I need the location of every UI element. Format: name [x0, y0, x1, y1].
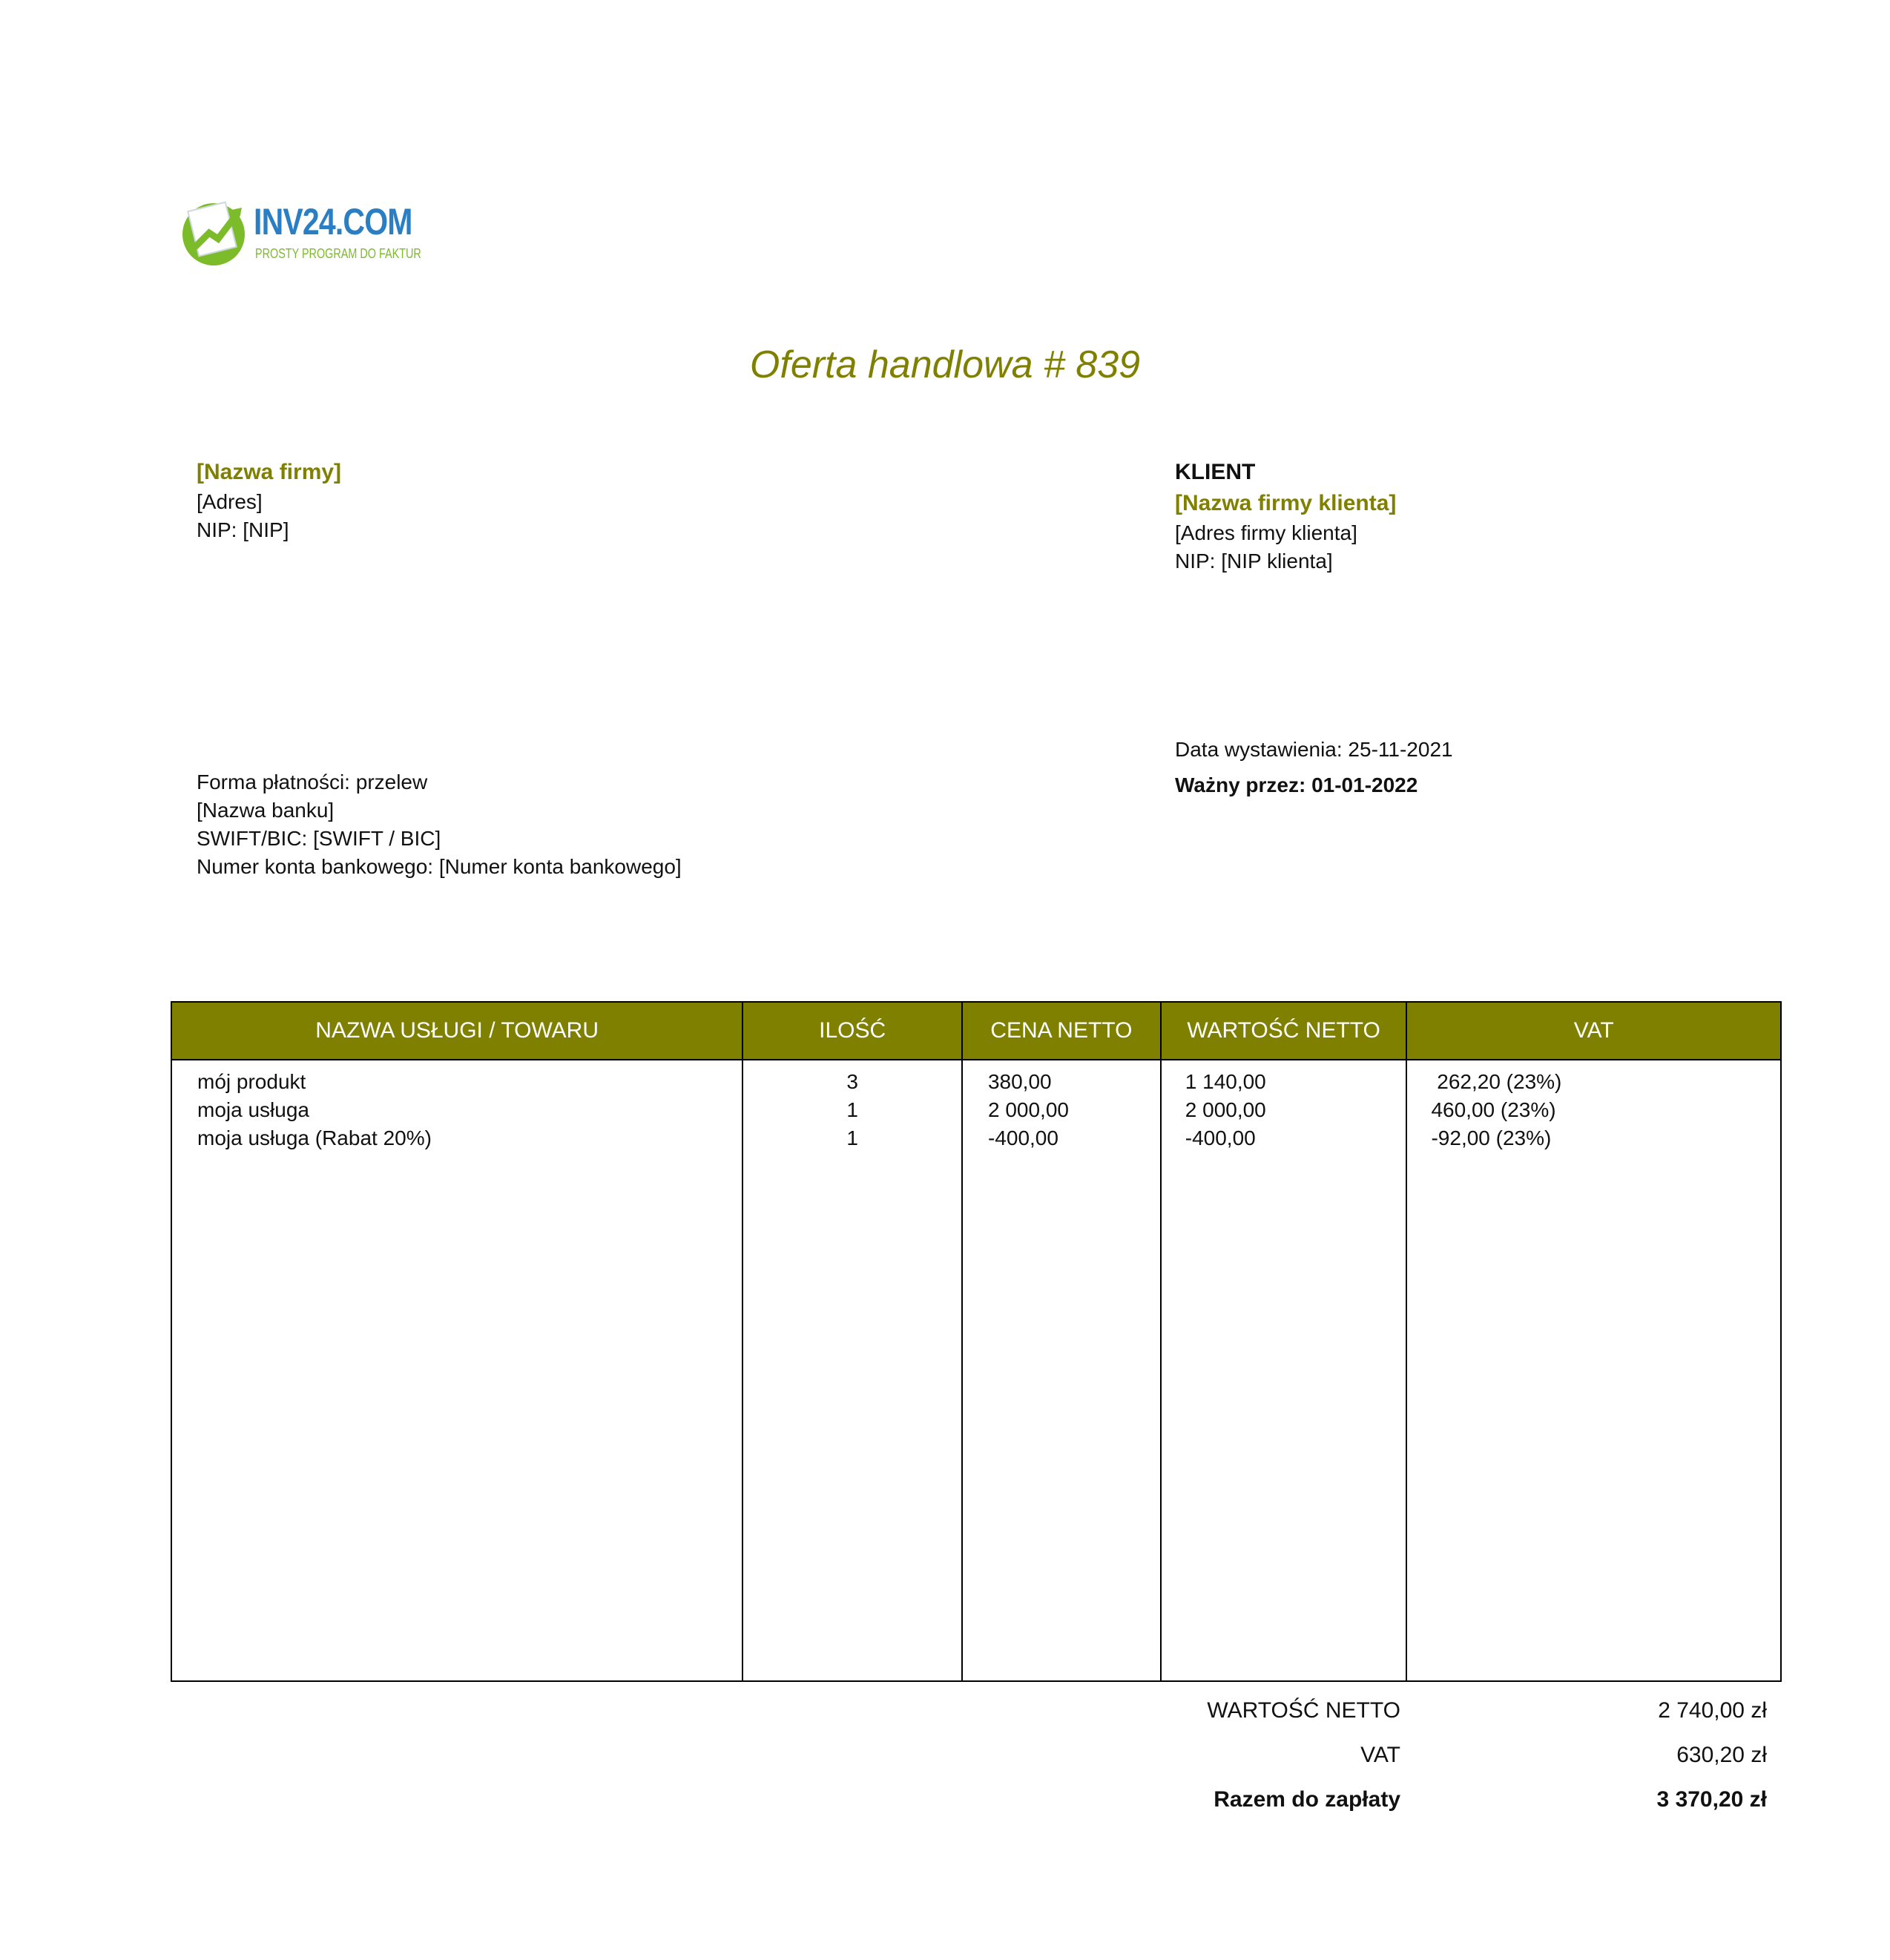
table-cell-vat: 262,20 (23%)	[1431, 1070, 1562, 1093]
header-unit-price: CENA NETTO	[962, 1002, 1161, 1060]
payment-block	[197, 768, 682, 881]
table-cell-quantity: 1	[846, 1098, 858, 1121]
total-vat-value: 630,20 zł	[1676, 1743, 1767, 1767]
seller-name: [Nazwa firmy]	[197, 460, 342, 484]
table-cell-unit-price: -400,00	[987, 1126, 1058, 1149]
table-cell-quantity: 1	[846, 1126, 858, 1149]
grand-total-value: 3 370,20 zł	[1656, 1787, 1767, 1812]
table-cell-name: mój produkt	[197, 1070, 306, 1093]
header-quantity: ILOŚĆ	[742, 1002, 962, 1060]
seller-block	[197, 457, 341, 544]
table-cell-name: moja usługa	[197, 1098, 309, 1121]
client-address: [Adres firmy klienta]	[1175, 521, 1357, 544]
bank-name: [Nazwa banku]	[197, 799, 335, 822]
net-value-column	[1161, 1060, 1407, 1681]
client-name: [Nazwa firmy klienta]	[1175, 491, 1397, 515]
table-cell-vat: 460,00 (23%)	[1431, 1098, 1556, 1121]
dates-block	[1175, 732, 1453, 803]
quantity-column	[742, 1060, 962, 1681]
total-net-value: 2 740,00 zł	[1658, 1698, 1767, 1723]
header-net-value: WARTOŚĆ NETTO	[1161, 1002, 1407, 1060]
bank-account: Numer konta bankowego: [Numer konta bankowego]	[197, 855, 682, 878]
seller-nip: NIP: [NIP]	[197, 518, 289, 541]
total-vat-label: VAT	[1360, 1743, 1400, 1767]
client-block	[1175, 457, 1396, 575]
header-vat: VAT	[1406, 1002, 1781, 1060]
payment-method: Forma płatności: przelew	[197, 771, 428, 793]
logo-subtext: PROSTY PROGRAM DO FAKTUR	[255, 246, 421, 261]
items-table	[171, 1001, 1782, 1682]
logo-text: INV24.COM	[254, 201, 412, 242]
logo-icon	[180, 191, 251, 271]
table-cell-net-value: 1 140,00	[1185, 1070, 1266, 1093]
table-cell-vat: -92,00 (23%)	[1431, 1126, 1552, 1149]
client-nip: NIP: [NIP klienta]	[1175, 550, 1333, 573]
grand-total-label: Razem do zapłaty	[1214, 1787, 1400, 1812]
document-title: Oferta handlowa # 839	[749, 343, 1141, 386]
total-net-label: WARTOŚĆ NETTO	[1207, 1698, 1400, 1723]
valid-until: Ważny przez: 01-01-2022	[1175, 773, 1418, 796]
header-name: NAZWA USŁUGI / TOWARU	[171, 1002, 742, 1060]
seller-address: [Adres]	[197, 490, 263, 513]
swift-bic: SWIFT/BIC: [SWIFT / BIC]	[197, 827, 441, 850]
table-body	[171, 1060, 1781, 1681]
name-column	[171, 1060, 742, 1681]
company-logo	[180, 191, 421, 277]
table-cell-unit-price: 2 000,00	[987, 1098, 1069, 1121]
table-header-row	[171, 1002, 1781, 1060]
table-cell-net-value: 2 000,00	[1185, 1098, 1266, 1121]
unit-price-column	[962, 1060, 1161, 1681]
table-cell-name: moja usługa (Rabat 20%)	[197, 1126, 432, 1149]
client-heading: KLIENT	[1175, 460, 1256, 484]
table-cell-unit-price: 380,00	[987, 1070, 1052, 1093]
issue-date: Data wystawienia: 25-11-2021	[1175, 738, 1453, 761]
vat-column	[1406, 1060, 1781, 1681]
table-cell-net-value: -400,00	[1185, 1126, 1256, 1149]
table-cell-quantity: 3	[846, 1070, 858, 1093]
